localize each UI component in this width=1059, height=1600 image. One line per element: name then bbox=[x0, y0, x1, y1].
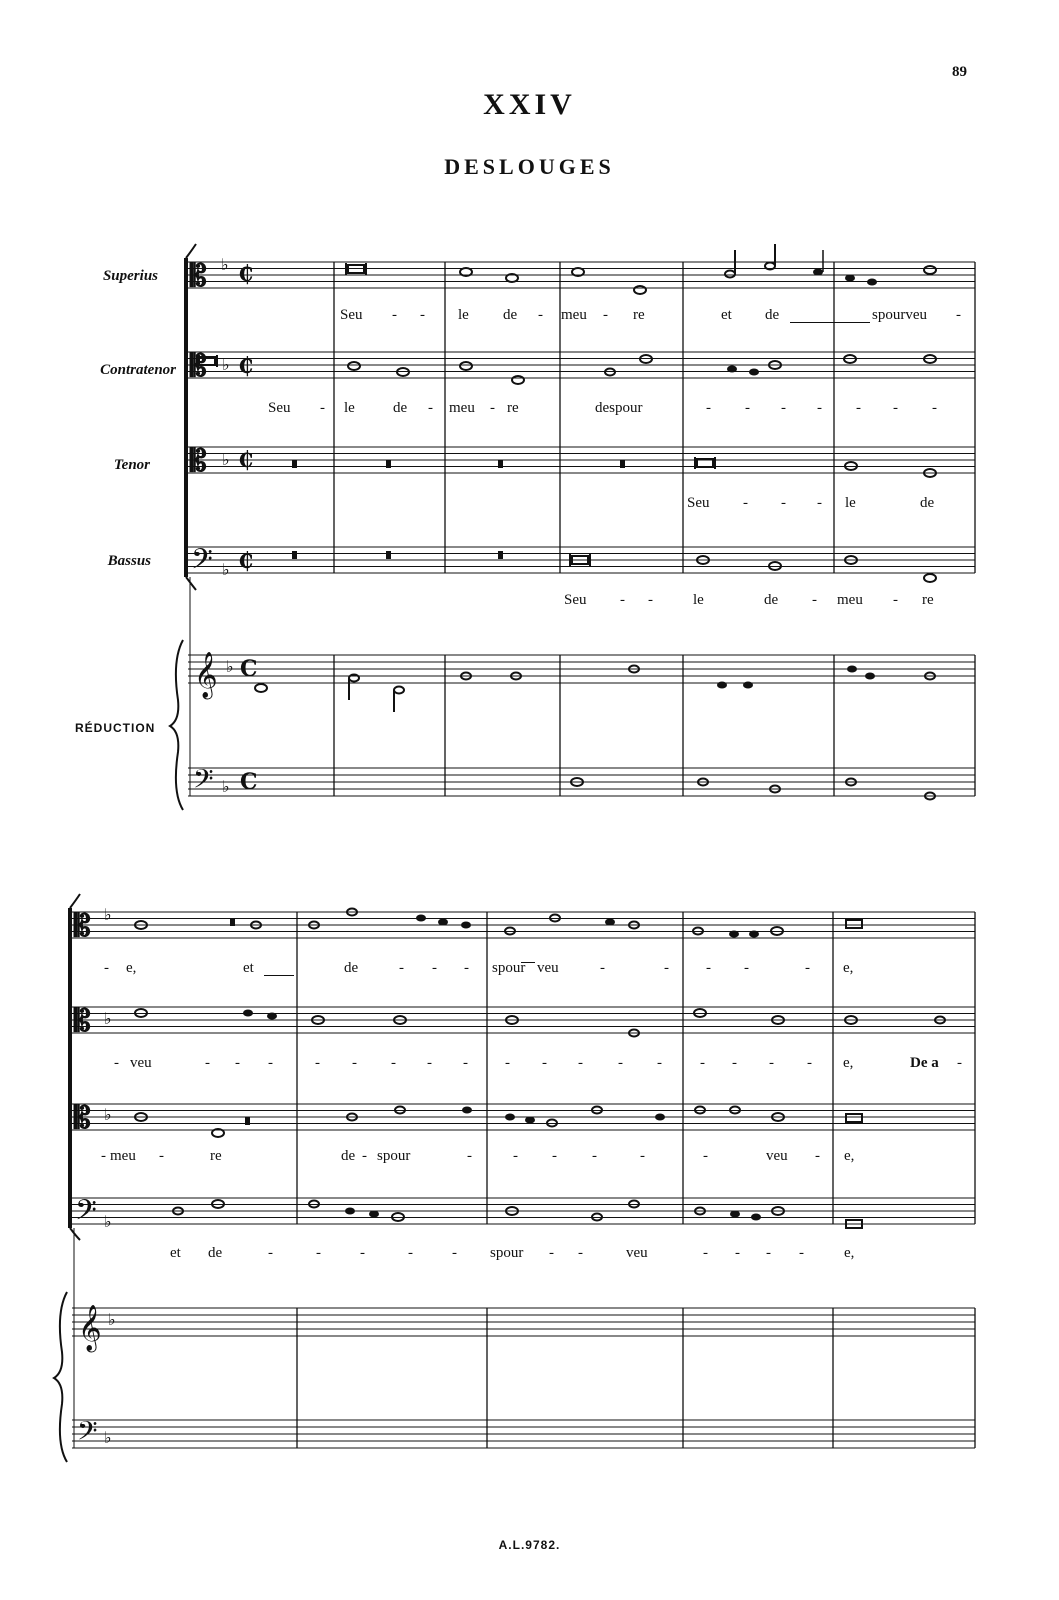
lyric-syllable: - bbox=[427, 1055, 432, 1071]
c-clef-icon: 𝄡 bbox=[190, 259, 207, 294]
flat-icon: ♭ bbox=[104, 1009, 112, 1028]
reduction-label: RÉDUCTION bbox=[75, 721, 156, 735]
lyric-syllable: despour bbox=[595, 400, 643, 416]
lyric-syllable: - bbox=[352, 1055, 357, 1071]
lyric-syllable: - bbox=[538, 307, 543, 323]
c-clef-icon: 𝄡 bbox=[190, 444, 207, 479]
cut-time-icon: ₵ bbox=[238, 447, 254, 473]
lyric-syllable: veu bbox=[766, 1148, 788, 1164]
voice-label-superius: Superius bbox=[102, 268, 158, 284]
f-clef-icon: 𝄢 bbox=[193, 763, 214, 801]
lyric-syllable: - bbox=[799, 1245, 804, 1261]
lyric-syllable: et bbox=[170, 1245, 181, 1261]
lyric-syllable: - bbox=[490, 400, 495, 416]
g-clef-icon: 𝄞 bbox=[194, 652, 218, 698]
flat-icon: ♭ bbox=[221, 255, 229, 274]
hyphen-line bbox=[521, 962, 535, 963]
lyric-syllable: - bbox=[408, 1245, 413, 1261]
lyric-syllable: - bbox=[815, 1148, 820, 1164]
lyric-syllable: - bbox=[205, 1055, 210, 1071]
lyric-syllable: - bbox=[817, 400, 822, 416]
page-number: 89 bbox=[952, 64, 967, 80]
lyric-syllable: - bbox=[706, 400, 711, 416]
staff-reduction-bass-2 bbox=[72, 1420, 975, 1448]
lyric-syllable: meu bbox=[110, 1148, 136, 1164]
lyric-syllable: - bbox=[268, 1055, 273, 1071]
lyric-syllable: re bbox=[210, 1148, 222, 1164]
lyric-syllable: - bbox=[706, 960, 711, 976]
piece-number: XXIV bbox=[483, 88, 576, 121]
staff-contratenor-1 bbox=[188, 352, 975, 378]
lyric-syllable: - bbox=[114, 1055, 119, 1071]
voice-label-bassus: Bassus bbox=[107, 553, 151, 569]
lyric-syllable: spourveu bbox=[872, 307, 927, 323]
lyric-syllable: Seu bbox=[564, 592, 587, 608]
cut-time-icon: ₵ bbox=[238, 353, 254, 379]
lyric-syllable: veu bbox=[130, 1055, 152, 1071]
staff-tenor-2 bbox=[72, 1104, 975, 1130]
lyric-syllable: le bbox=[845, 495, 856, 511]
lyric-syllable: - bbox=[640, 1148, 645, 1164]
lyric-syllable: re bbox=[633, 307, 645, 323]
lyric-syllable: - bbox=[320, 400, 325, 416]
lyric-syllable: de bbox=[503, 307, 518, 323]
lyric-syllable: e, bbox=[126, 960, 137, 976]
composer-name: DESLOUGES bbox=[444, 154, 615, 179]
lyric-syllable: et bbox=[721, 307, 732, 323]
lyric-syllable: - bbox=[578, 1055, 583, 1071]
f-clef-icon: 𝄢 bbox=[75, 1194, 97, 1234]
lyric-syllable: meu bbox=[449, 400, 475, 416]
lyric-syllable: - bbox=[743, 495, 748, 511]
lyric-syllable: - bbox=[766, 1245, 771, 1261]
common-time-icon: C bbox=[240, 656, 258, 682]
lyric-syllable: - bbox=[893, 592, 898, 608]
g-clef-icon: 𝄞 bbox=[78, 1305, 102, 1351]
lyric-syllable: de bbox=[208, 1245, 223, 1261]
lyric-syllable: - bbox=[745, 400, 750, 416]
lyric-syllable: et bbox=[243, 960, 254, 976]
lyric-syllable: - bbox=[732, 1055, 737, 1071]
lyric-syllable: - bbox=[700, 1055, 705, 1071]
voice-label-tenor: Tenor bbox=[113, 457, 150, 473]
lyric-syllable: - bbox=[781, 400, 786, 416]
lyric-syllable: de bbox=[344, 960, 359, 976]
flat-icon: ♭ bbox=[104, 905, 112, 924]
staff-bassus-2 bbox=[72, 1198, 975, 1224]
lyric-syllable: - bbox=[664, 960, 669, 976]
lyric-syllable: veu bbox=[626, 1245, 648, 1261]
lyric-syllable: - bbox=[893, 400, 898, 416]
lyric-syllable: - bbox=[399, 960, 404, 976]
lyric-syllable: - bbox=[648, 592, 653, 608]
lyric-syllable: - bbox=[315, 1055, 320, 1071]
lyric-syllable: - bbox=[578, 1245, 583, 1261]
lyric-syllable: veu bbox=[537, 960, 559, 976]
lyric-syllable: - bbox=[542, 1055, 547, 1071]
lyric-syllable: spour bbox=[490, 1245, 524, 1261]
lyric-syllable: - bbox=[101, 1148, 106, 1164]
lyric-syllable: - bbox=[432, 960, 437, 976]
lyric-syllable: - bbox=[657, 1055, 662, 1071]
lyric-syllable: - bbox=[781, 495, 786, 511]
lyric-syllable: de bbox=[341, 1148, 356, 1164]
lyric-syllable: de bbox=[764, 592, 779, 608]
lyric-syllable: - bbox=[452, 1245, 457, 1261]
lyric-syllable: - bbox=[620, 592, 625, 608]
lyric-syllable: - bbox=[392, 307, 397, 323]
c-clef-icon: 𝄡 bbox=[74, 909, 91, 944]
flat-icon: ♭ bbox=[104, 1212, 112, 1231]
lyric-syllable: - bbox=[428, 400, 433, 416]
lyric-syllable: - bbox=[549, 1245, 554, 1261]
lyric-syllable: - bbox=[235, 1055, 240, 1071]
lyric-syllable: - bbox=[467, 1148, 472, 1164]
lyric-syllable: - bbox=[603, 307, 608, 323]
flat-icon: ♭ bbox=[222, 777, 230, 796]
voice-label-contratenor: Contratenor bbox=[100, 362, 176, 378]
lyric-syllable: le bbox=[344, 400, 355, 416]
flat-icon: ♭ bbox=[104, 1428, 112, 1447]
flat-icon: ♭ bbox=[226, 657, 234, 676]
flat-icon: ♭ bbox=[104, 1105, 112, 1124]
lyric-syllable: le bbox=[458, 307, 469, 323]
staff-reduction-treble-2 bbox=[72, 1308, 975, 1336]
lyric-syllable: - bbox=[391, 1055, 396, 1071]
staff-tenor-1 bbox=[188, 447, 975, 473]
lyric-syllable: Seu bbox=[687, 495, 710, 511]
lyric-syllable: de bbox=[920, 495, 935, 511]
flat-icon: ♭ bbox=[222, 450, 230, 469]
lyric-syllable: - bbox=[505, 1055, 510, 1071]
f-clef-icon: 𝄢 bbox=[77, 1415, 98, 1453]
lyric-syllable: - bbox=[360, 1245, 365, 1261]
cut-time-icon: ₵ bbox=[238, 261, 254, 287]
lyric-syllable: - bbox=[932, 400, 937, 416]
c-clef-icon: 𝄡 bbox=[74, 1101, 91, 1136]
c-clef-icon: 𝄡 bbox=[74, 1004, 91, 1039]
lyric-syllable: - bbox=[362, 1148, 367, 1164]
lyric-syllable: - bbox=[807, 1055, 812, 1071]
lyric-syllable: - bbox=[703, 1245, 708, 1261]
lyric-syllable: - bbox=[464, 960, 469, 976]
extender-line bbox=[790, 322, 870, 323]
lyric-syllable: - bbox=[805, 960, 810, 976]
notes-system-1 bbox=[197, 244, 936, 800]
lyric-syllable: - bbox=[268, 1245, 273, 1261]
lyric-syllable: - bbox=[856, 400, 861, 416]
lyric-syllable: - bbox=[104, 960, 109, 976]
lyric-syllable: Seu bbox=[340, 307, 363, 323]
lyric-syllable: - bbox=[812, 592, 817, 608]
lyric-syllable: re bbox=[922, 592, 934, 608]
lyric-syllable: le bbox=[693, 592, 704, 608]
lyric-syllable: - bbox=[703, 1148, 708, 1164]
f-clef-icon: 𝄢 bbox=[191, 543, 213, 583]
lyric-syllable: de bbox=[393, 400, 408, 416]
lyric-syllable: - bbox=[744, 960, 749, 976]
flat-icon: ♭ bbox=[222, 560, 230, 579]
common-time-icon: C bbox=[240, 769, 258, 795]
lyric-syllable: e, bbox=[844, 1148, 855, 1164]
lyric-syllable: - bbox=[769, 1055, 774, 1071]
lyric-syllable: e, bbox=[843, 1055, 854, 1071]
lyric-syllable: - bbox=[735, 1245, 740, 1261]
lyric-syllable: spour bbox=[492, 960, 526, 976]
lyric-syllable: - bbox=[600, 960, 605, 976]
lyric-syllable: - bbox=[316, 1245, 321, 1261]
c-clef-icon: 𝄡 bbox=[190, 349, 207, 384]
lyric-syllable: re bbox=[507, 400, 519, 416]
lyric-syllable: - bbox=[513, 1148, 518, 1164]
notes-system-2 bbox=[135, 909, 945, 1229]
lyric-syllable: - bbox=[420, 307, 425, 323]
lyric-syllable: - bbox=[552, 1148, 557, 1164]
lyric-syllable: - bbox=[618, 1055, 623, 1071]
staff-contratenor-2 bbox=[72, 1007, 975, 1033]
lyric-syllable: meu bbox=[837, 592, 863, 608]
staff-superius-2 bbox=[72, 912, 975, 938]
lyric-syllable: meu bbox=[561, 307, 587, 323]
plate-number: A.L.9782. bbox=[498, 1538, 561, 1552]
lyric-syllable: e, bbox=[843, 960, 854, 976]
lyric-syllable: - bbox=[159, 1148, 164, 1164]
lyric-syllable: - bbox=[956, 307, 961, 323]
lyric-syllable: - bbox=[957, 1055, 962, 1071]
lyric-syllable: Seu bbox=[268, 400, 291, 416]
lyric-syllable: e, bbox=[844, 1245, 855, 1261]
cut-time-icon: ₵ bbox=[238, 548, 254, 574]
lyric-syllable: De a bbox=[910, 1055, 939, 1071]
lyric-syllable: - bbox=[463, 1055, 468, 1071]
lyric-syllable: de bbox=[765, 307, 780, 323]
lyric-syllable: spour bbox=[377, 1148, 411, 1164]
extender-line bbox=[264, 975, 294, 976]
lyric-syllable: - bbox=[817, 495, 822, 511]
flat-icon: ♭ bbox=[222, 355, 230, 374]
lyric-syllable: - bbox=[592, 1148, 597, 1164]
flat-icon: ♭ bbox=[108, 1310, 116, 1329]
